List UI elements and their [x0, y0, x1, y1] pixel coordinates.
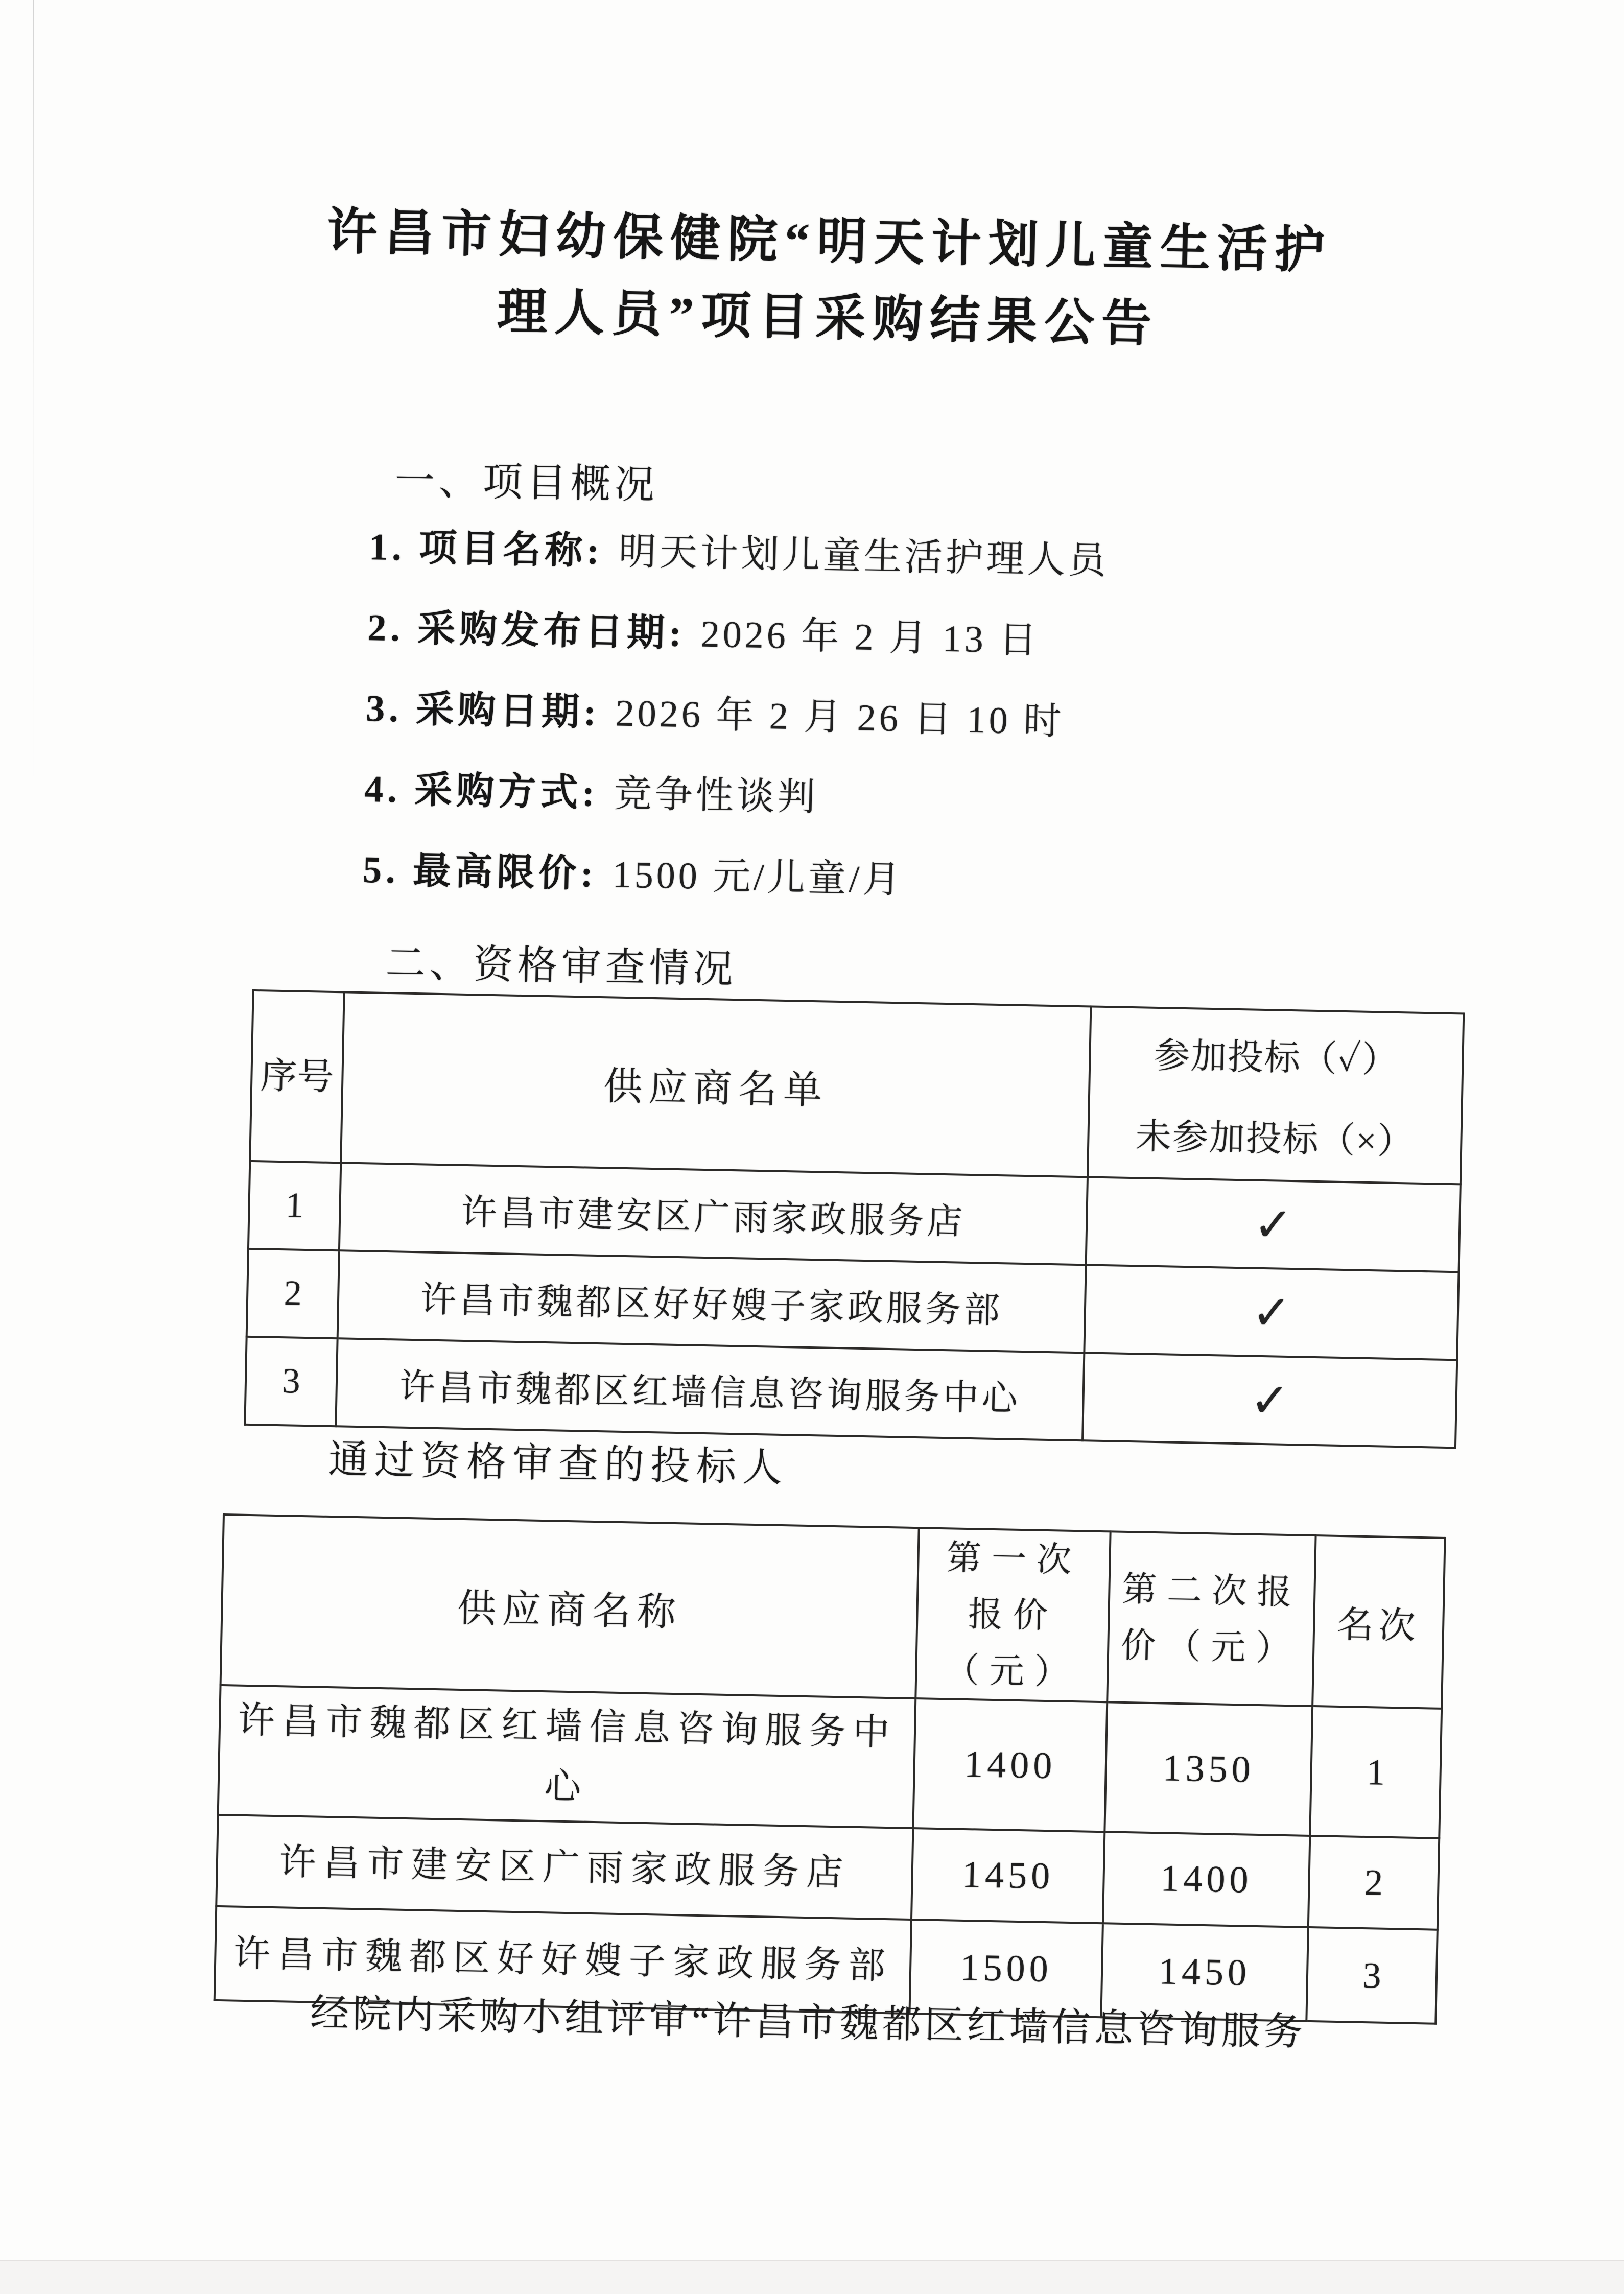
second-bid-cell: 1400 [1103, 1832, 1310, 1927]
table-header-row [221, 1515, 1445, 1709]
header-first-bid: 第一次报价（元） [915, 1528, 1110, 1702]
supplier-cell: 许昌市魏都区好好嫂子家政服务部 [338, 1250, 1086, 1353]
list-item-max-price [362, 846, 1103, 941]
header-participation-line2: 未参加投标（×） [1135, 1117, 1415, 1162]
first-bid-cell: 1450 [911, 1828, 1104, 1923]
list-item-procurement-method [363, 766, 1104, 861]
list-item-publish-date [366, 604, 1108, 699]
participation-check-mark: ✓ [1084, 1265, 1458, 1360]
document-title-line2: 理人员”项目采购结果公告 [497, 284, 1160, 352]
second-bid-cell: 1450 [1101, 1923, 1308, 2021]
supplier-cell: 许昌市建安区广雨家政服务店 [216, 1815, 913, 1920]
second-bid-cell: 1350 [1104, 1702, 1312, 1836]
item-label: 4. 采购方式: [364, 768, 599, 815]
item-value: 竞争性谈判 [614, 773, 819, 819]
header-rank: 名次 [1312, 1535, 1445, 1709]
first-bid-cell: 1500 [909, 1920, 1102, 2017]
participation-check-mark: ✓ [1082, 1353, 1457, 1448]
header-second-bid: 第二次报价（元） [1107, 1531, 1315, 1706]
table-row [218, 1685, 1442, 1838]
header-supplier-list: 供应商名单 [341, 992, 1091, 1177]
header-seq-no: 序号 [250, 990, 344, 1163]
header-participation [1088, 1006, 1464, 1184]
seq-no-cell: 3 [245, 1337, 337, 1426]
rank-cell: 1 [1310, 1706, 1442, 1838]
participation-check-mark: ✓ [1086, 1177, 1461, 1272]
supplier-cell: 许昌市魏都区红墙信息咨询服务中心 [218, 1685, 916, 1828]
first-bid-cell: 1400 [913, 1698, 1107, 1832]
section-2-heading: 二、资格审查情况 [385, 940, 738, 992]
item-label: 3. 采购日期: [365, 688, 601, 734]
item-label: 1. 项目名称: [368, 526, 604, 573]
list-item-project-name [368, 524, 1109, 619]
item-label: 5. 最高限价: [362, 849, 598, 895]
document-title [163, 191, 1494, 369]
scan-bottom-band-artifact [0, 2261, 1624, 2294]
seq-no-cell: 2 [247, 1249, 339, 1338]
project-overview-list [362, 524, 1110, 941]
bid-price-table [214, 1513, 1446, 2025]
header-supplier-name: 供应商名称 [221, 1515, 919, 1698]
item-label: 2. 采购发布日期: [367, 607, 686, 655]
item-value: 2026 年 2 月 13 日 [700, 613, 1041, 662]
item-value: 2026 年 2 月 26 日 10 时 [615, 692, 1065, 743]
item-value: 明天计划儿童生活护理人员 [618, 531, 1110, 582]
rank-cell: 2 [1308, 1836, 1439, 1930]
evaluation-result-text: 经院内采购小组评审“许昌市魏都区红墙信息咨询服务 [310, 1992, 1307, 2054]
section-1-heading: 一、项目概况 [394, 458, 659, 507]
supplier-cell: 许昌市魏都区红墙信息咨询服务中心 [336, 1338, 1084, 1440]
table-header-row [250, 990, 1464, 1184]
document-title-line1: 许昌市妇幼保健院“明天计划儿童生活护 [326, 204, 1332, 279]
supplier-cell: 许昌市建安区广雨家政服务店 [339, 1163, 1088, 1265]
qualified-bidders-note: 通过资格审查的投标人 [328, 1436, 789, 1491]
list-item-procurement-date [365, 685, 1106, 780]
seq-no-cell: 1 [248, 1161, 341, 1250]
qualification-review-table [244, 989, 1465, 1449]
header-participation-line1: 参加投标（✓） [1154, 1036, 1399, 1081]
item-value: 1500 元/儿童/月 [612, 854, 904, 902]
rank-cell: 3 [1306, 1927, 1437, 2024]
supplier-cell: 许昌市魏都区好好嫂子家政服务部 [215, 1906, 911, 2014]
